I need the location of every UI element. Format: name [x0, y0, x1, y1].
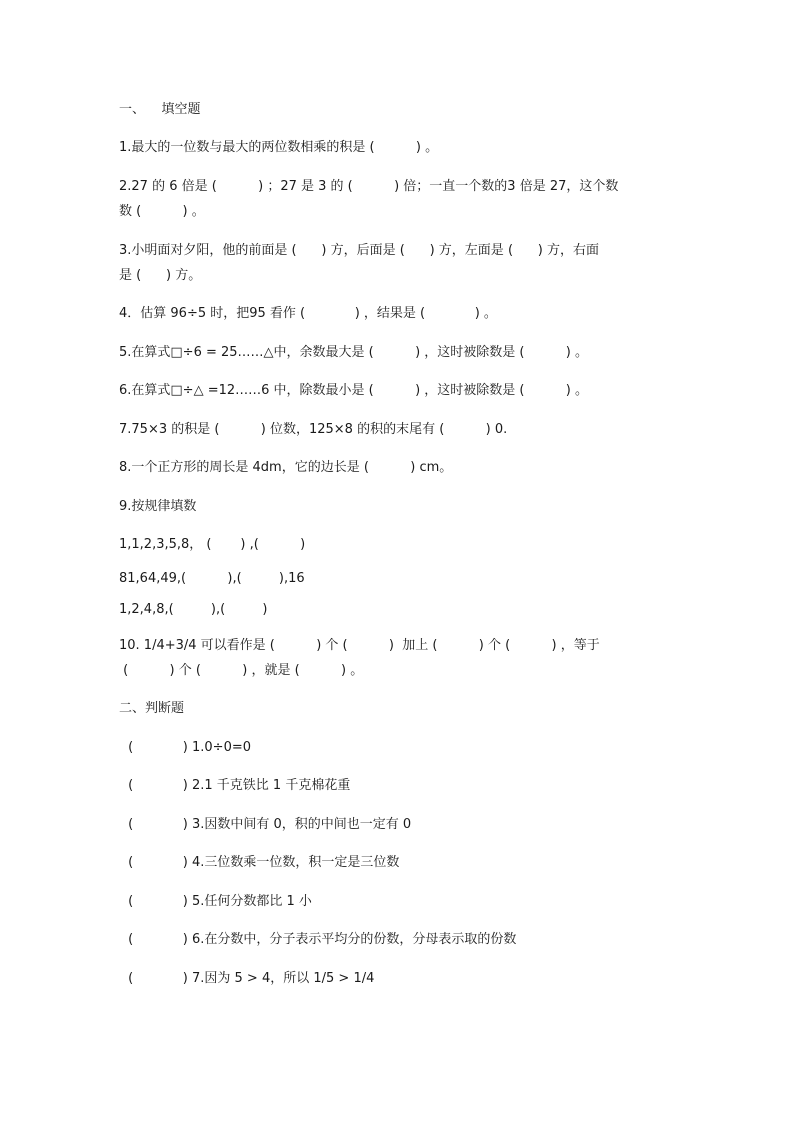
question-line: 数 ( ) 。 [119, 204, 205, 219]
section-heading-true-false: 二、判断题 [119, 701, 185, 716]
question-line: 2.27 的 6 倍是 ( ) ；27 是 3 的 ( ) 倍；一直一个数的3 倍是 27，这个数 [119, 179, 619, 194]
sequence-line: 81,64,49,( ),( ),16 [119, 571, 305, 586]
sequence-line: 1,1,2,3,5,8， ( ) ,( ) [119, 537, 306, 552]
judgment-item: ( ) 1.0÷0=0 [124, 740, 251, 755]
question-line: 3.小明面对夕阳，他的前面是 ( ) 方，后面是 ( ) 方，左面是 ( ) 方，右面 [119, 243, 600, 258]
section-heading-fill-blank: 一、 填空题 [119, 102, 201, 117]
question-line: ( ) 个 ( ) ，就是 ( ) 。 [119, 663, 364, 678]
question-line: 1.最大的一位数与最大的两位数相乘的积是 ( ) 。 [119, 140, 439, 155]
question-line: 4．估算 96÷5 时，把95 看作 ( ) ，结果是 ( ) 。 [119, 306, 497, 321]
judgment-item: ( ) 2.1 千克铁比 1 千克棉花重 [124, 778, 351, 793]
judgment-item: ( ) 3.因数中间有 0，积的中间也一定有 0 [124, 817, 412, 832]
judgment-item: ( ) 5.任何分数都比 1 小 [124, 894, 312, 909]
question-line: 5.在算式□÷6 = 25……△中，余数最大是 ( ) ，这时被除数是 ( ) 。 [119, 345, 589, 360]
judgment-item: ( ) 4.三位数乘一位数，积一定是三位数 [124, 855, 400, 870]
question-line: 10. 1/4+3/4 可以看作是 ( ) 个 ( ) 加上 ( ) 个 ( ) ，等于 [119, 638, 600, 653]
question-line: 是 ( ) 方。 [119, 268, 202, 283]
question-line: 7.75×3 的积是 ( ) 位数，125×8 的积的末尾有 ( ) 0. [119, 422, 508, 437]
judgment-item: ( ) 7.因为 5 > 4，所以 1/5 > 1/4 [124, 971, 375, 986]
question-line: 6.在算式□÷△ =12……6 中，除数最小是 ( ) ，这时被除数是 ( ) 。 [119, 383, 589, 398]
question-line: 8.一个正方形的周长是 4dm，它的边长是 ( ) cm。 [119, 460, 453, 475]
sequence-line: 1,2,4,8,( ),( ) [119, 602, 268, 617]
judgment-item: ( ) 6.在分数中，分子表示平均分的份数，分母表示取的份数 [124, 932, 517, 947]
question-line: 9.按规律填数 [119, 499, 197, 514]
